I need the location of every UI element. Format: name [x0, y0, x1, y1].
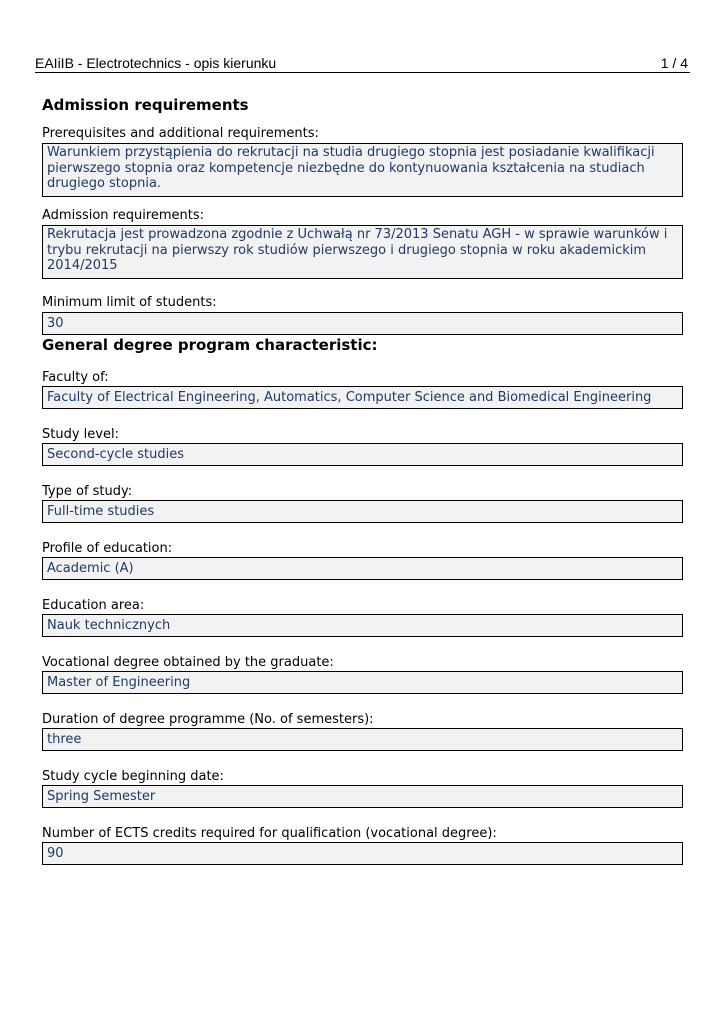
- admission-requirements-field: Rekrutacja jest prowadzona zgodnie z Uchwałą nr 73/2013 Senatu AGH - w sprawie warunków i trybu rekrutacji na pierwszy rok studiów pierwszego i drugiego stopnia w roku akademickim 2014/2015: [42, 225, 683, 279]
- ects-label: Number of ECTS credits required for qualification (vocational degree):: [42, 826, 497, 841]
- study-level-field: Second-cycle studies: [42, 443, 683, 466]
- page-header: [35, 54, 690, 73]
- document-title: EAIiIB - Electrotechnics - opis kierunku: [35, 55, 277, 71]
- study-type-field: Full-time studies: [42, 500, 683, 523]
- general-section-title: General degree program characteristic:: [42, 336, 378, 354]
- min-students-field: 30: [42, 312, 683, 335]
- start-date-label: Study cycle beginning date:: [42, 769, 224, 784]
- faculty-field: Faculty of Electrical Engineering, Automatics, Computer Science and Biomedical Engineering: [42, 386, 683, 409]
- duration-label: Duration of degree programme (No. of semesters):: [42, 712, 374, 727]
- ects-field: 90: [42, 842, 683, 865]
- study-level-label: Study level:: [42, 427, 119, 442]
- prerequisites-label: Prerequisites and additional requirements:: [42, 126, 319, 141]
- education-area-field: Nauk technicznych: [42, 614, 683, 637]
- min-students-label: Minimum limit of students:: [42, 295, 217, 310]
- profile-label: Profile of education:: [42, 541, 173, 556]
- admission-requirements-label: Admission requirements:: [42, 208, 205, 223]
- vocational-degree-field: Master of Engineering: [42, 671, 683, 694]
- admission-section-title: Admission requirements: [42, 96, 249, 114]
- duration-field: three: [42, 728, 683, 751]
- prerequisites-field: Warunkiem przystąpienia do rekrutacji na studia drugiego stopnia jest posiadanie kwalifikacji pierwszego stopnia oraz kompetencje niezbędne do kontynuowania kształcenia na studiach drugiego stopnia.: [42, 143, 683, 197]
- page-number: 1 / 4: [660, 55, 688, 71]
- faculty-label: Faculty of:: [42, 370, 109, 385]
- profile-field: Academic (A): [42, 557, 683, 580]
- vocational-degree-label: Vocational degree obtained by the graduate:: [42, 655, 334, 670]
- study-type-label: Type of study:: [42, 484, 133, 499]
- education-area-label: Education area:: [42, 598, 145, 613]
- start-date-field: Spring Semester: [42, 785, 683, 808]
